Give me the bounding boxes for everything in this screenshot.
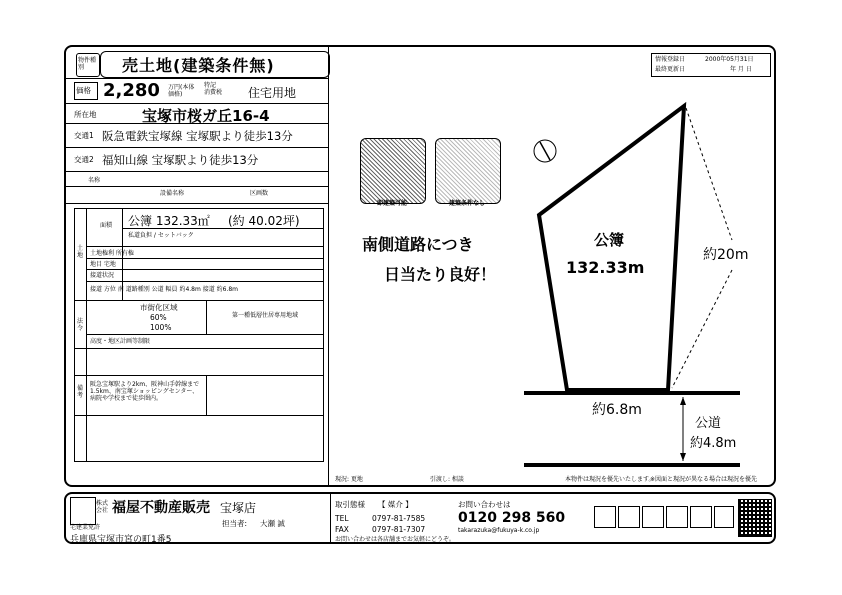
land-row-1: 私道負担 / セットバック — [128, 232, 194, 239]
registration-label: 情報登録日 — [655, 56, 686, 63]
stamp-box — [666, 506, 688, 528]
use-zone-value: 第一種低層住居専用地域 — [232, 312, 299, 319]
stamp-box — [594, 506, 616, 528]
footnote: 本物件は現況を優先いたします。 — [565, 476, 655, 483]
registration-date-sub: 年 月 日 — [730, 66, 752, 73]
page-title: 売土地(建築条件無) — [122, 56, 275, 75]
name-label: 名称 — [88, 177, 101, 184]
badge-build-ready-label: 即建築可能 — [376, 200, 407, 207]
lot-area-label: 公簿 — [594, 231, 625, 249]
land-section-label: 土地 — [77, 245, 84, 259]
stamp-box — [690, 506, 712, 528]
handover: 引渡し: 相談 — [430, 476, 464, 483]
price-unit: 万円(本体価格) — [168, 84, 195, 98]
bcr-value: 60% — [150, 313, 167, 322]
staff-name: 大瀬 誠 — [260, 519, 285, 528]
qr-code-icon — [738, 499, 772, 537]
registration-sub: 最終更新日 — [655, 66, 686, 73]
road-label: 公道 — [695, 416, 722, 431]
fine-print: お問い合わせは各店舗までお気軽にどうぞ。 — [335, 536, 455, 543]
registration-date: 2000年05月31日 — [705, 56, 754, 63]
traffic-label-2: 交通2 — [74, 155, 94, 164]
transaction-mode: 【 媒介 】 — [378, 500, 413, 509]
stamp-box — [642, 506, 664, 528]
email: takarazuka@fukuya-k.co.jp — [458, 527, 540, 534]
tel-value: 0797-81-7585 — [372, 514, 426, 523]
inquiry-label: お問い合わせは — [458, 500, 511, 509]
fax-value: 0797-81-7307 — [372, 525, 426, 534]
company-logo-text: 株式会社 — [96, 500, 109, 514]
arrow-up — [680, 397, 686, 405]
arrow-down — [680, 453, 686, 461]
badge-no-condition-label: 建築条件なし — [448, 200, 485, 207]
price-use: 住宅用地 — [248, 86, 297, 100]
fax-label: FAX — [335, 525, 349, 534]
location-value: 宝塚市桜ガ丘16-4 — [142, 107, 270, 125]
lot-area-value: 132.33m — [566, 258, 645, 277]
location-label: 所在地 — [74, 110, 97, 119]
traffic-value-2: 福知山線 宝塚駅より徒歩13分 — [102, 153, 259, 167]
price-value: 2,280 — [103, 80, 160, 101]
far-value: 100% — [150, 323, 172, 332]
footnote-2: ※図面と現況が異なる場合は現況を優先 — [650, 476, 758, 483]
headline-1: 南側道路につき — [362, 235, 474, 254]
company-name: 福屋不動産販売 — [112, 500, 210, 516]
frontage-label: 約6.8m — [592, 402, 642, 418]
company-license: 宅建業免許 — [70, 524, 101, 531]
notes-section-label: 備考 — [77, 385, 84, 399]
stamp-box — [618, 506, 640, 528]
land-row-3: 地目 宅地 — [90, 261, 116, 268]
type-label: 物件種別 — [78, 57, 97, 71]
side-length-label: 約20m — [703, 244, 748, 264]
current-status: 現況: 更地 — [335, 476, 363, 483]
land-row-4: 接道状況 — [90, 272, 115, 279]
tel-label: TEL — [335, 514, 349, 523]
road-width-label: 約4.8m — [690, 436, 737, 451]
lots-label: 区画数 — [250, 190, 269, 197]
dimension-line-right-b — [672, 270, 732, 388]
law-other: 高度・地区計画等制限 — [90, 338, 151, 345]
freedial-number: 0120 298 560 — [458, 510, 566, 526]
transaction-label: 取引態様 — [335, 500, 365, 509]
price-label: 価格 — [76, 86, 91, 95]
notes-text: 阪急宝塚駅より2km、阪神山手幹線まで1.5km、南宝塚ショッピングセンター、病院や学校まで徒歩圏内。 — [90, 381, 200, 402]
headline-2: 日当たり良好！ — [384, 265, 497, 284]
traffic-label-1: 交通1 — [74, 131, 94, 140]
zone-value: 市街化区域 — [140, 303, 178, 312]
rule — [330, 494, 331, 542]
company-logo-icon — [70, 497, 96, 525]
company-address: 兵庫県宝塚市宮の町1番5 — [70, 535, 172, 545]
stamp-box — [714, 506, 734, 528]
price-tax-label: 特記 消費税 — [204, 82, 223, 96]
law-section-label: 法令 — [77, 318, 84, 332]
traffic-value-1: 阪急電鉄宝塚線 宝塚駅より徒歩13分 — [102, 129, 293, 143]
land-row-5: 接道 方位 南 道路種別 公道 幅員 約4.8m 接道 約6.8m — [90, 286, 239, 293]
facility-label: 設備名称 — [160, 190, 185, 197]
area-tsubo: (約 40.02坪) — [228, 214, 300, 228]
staff-label: 担当者: — [222, 519, 248, 528]
land-row-2: 土地権利 所有権 — [90, 250, 134, 257]
dimension-line-right-a — [686, 108, 732, 240]
area-value: 公簿 132.33㎡ — [128, 214, 210, 228]
area-label: 面積 — [100, 222, 113, 229]
branch-name: 宝塚店 — [220, 501, 257, 515]
